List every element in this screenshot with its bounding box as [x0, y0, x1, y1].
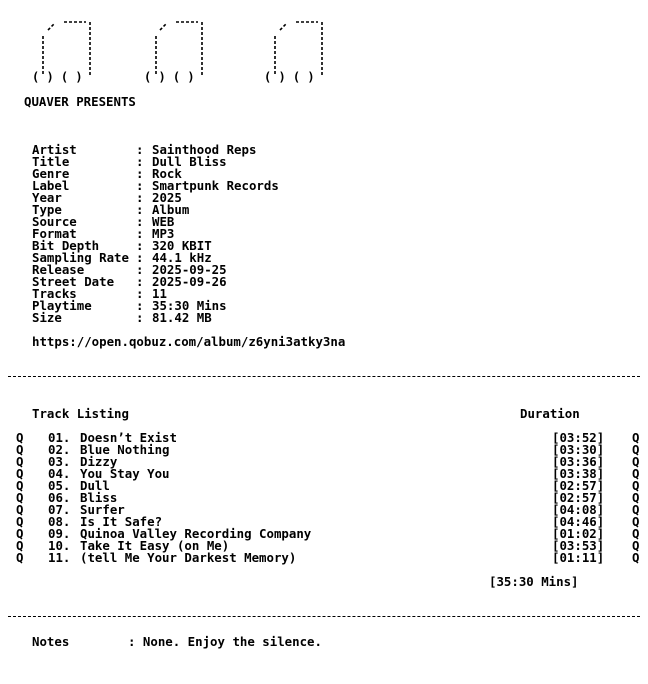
info-value: WEB: [152, 214, 175, 229]
info-key: Bit Depth: [32, 238, 100, 253]
info-key: Format: [32, 226, 77, 241]
svg-text:( ) ( ): ( ) ( ): [32, 70, 83, 84]
track-title: Take It Easy (on Me): [80, 538, 230, 553]
track-marker-left: Q: [16, 454, 24, 469]
info-key: Genre: [32, 166, 70, 181]
info-key: Tracks: [32, 286, 77, 301]
track-marker-right: Q: [632, 538, 640, 553]
info-key: Street Date: [32, 274, 115, 289]
track-title: Bliss: [80, 490, 118, 505]
track-title: Blue Nothing: [80, 442, 170, 457]
track-marker-left: Q: [16, 442, 24, 457]
info-value: 35:30 Mins: [152, 298, 227, 313]
track-number: 09.: [48, 526, 71, 541]
info-key: Release: [32, 262, 85, 277]
divider: [8, 376, 640, 377]
info-value: 2025-09-25: [152, 262, 227, 277]
info-value: 81.42 MB: [152, 310, 212, 325]
info-colon: :: [136, 190, 144, 205]
info-key: Year: [32, 190, 62, 205]
track-marker-right: Q: [632, 550, 640, 565]
info-value: Album: [152, 202, 190, 217]
info-value: Dull Bliss: [152, 154, 227, 169]
track-marker-right: Q: [632, 490, 640, 505]
track-duration: [01:11]: [552, 550, 605, 565]
track-marker-right: Q: [632, 442, 640, 457]
track-duration: [03:53]: [552, 538, 605, 553]
track-marker-right: Q: [632, 430, 640, 445]
info-colon: :: [136, 250, 144, 265]
track-title: Is It Safe?: [80, 514, 163, 529]
svg-text:( ) ( ): ( ) ( ): [264, 70, 315, 84]
info-value: MP3: [152, 226, 175, 241]
svg-text:( ) ( ): ( ) ( ): [144, 70, 195, 84]
info-colon: :: [136, 238, 144, 253]
info-key: Sampling Rate: [32, 250, 129, 265]
track-title: (tell Me Your Darkest Memory): [80, 550, 297, 565]
track-title: Surfer: [80, 502, 125, 517]
track-duration: [02:57]: [552, 490, 605, 505]
track-duration: [04:08]: [552, 502, 605, 517]
info-value: 2025-09-26: [152, 274, 227, 289]
info-colon: :: [136, 262, 144, 277]
info-colon: :: [136, 286, 144, 301]
notes-text: None. Enjoy the silence.: [142, 634, 322, 649]
info-value: Smartpunk Records: [152, 178, 279, 193]
track-number: 02.: [48, 442, 71, 457]
total-duration: [35:30 Mins]: [489, 574, 579, 589]
info-colon: :: [136, 202, 144, 217]
track-duration: [02:57]: [552, 478, 605, 493]
track-title: Dull: [80, 478, 110, 493]
track-marker-left: Q: [16, 514, 24, 529]
track-number: 05.: [48, 478, 71, 493]
track-number: 11.: [48, 550, 71, 565]
track-marker-right: Q: [632, 514, 640, 529]
info-colon: :: [136, 226, 144, 241]
info-key: Type: [32, 202, 62, 217]
track-title: Doesn’t Exist: [80, 430, 177, 445]
info-colon: :: [136, 154, 144, 169]
track-marker-left: Q: [16, 478, 24, 493]
track-number: 03.: [48, 454, 71, 469]
track-number: 08.: [48, 514, 71, 529]
track-marker-left: Q: [16, 490, 24, 505]
track-marker-left: Q: [16, 466, 24, 481]
track-duration: [03:30]: [552, 442, 605, 457]
track-duration: [04:46]: [552, 514, 605, 529]
quaver-logo: [28, 10, 348, 85]
track-marker-right: Q: [632, 454, 640, 469]
track-marker-right: Q: [632, 478, 640, 493]
info-colon: :: [136, 166, 144, 181]
info-key: Title: [32, 154, 70, 169]
track-number: 07.: [48, 502, 71, 517]
info-key: Artist: [32, 142, 77, 157]
track-marker-left: Q: [16, 430, 24, 445]
track-title: You Stay You: [80, 466, 170, 481]
tracklist-heading: Track Listing: [32, 406, 129, 421]
track-marker-right: Q: [632, 526, 640, 541]
info-value: 320 KBIT: [152, 238, 212, 253]
info-value: 44.1 kHz: [152, 250, 212, 265]
divider: [8, 616, 640, 617]
presenter-title: QUAVER PRESENTS: [24, 94, 136, 109]
info-colon: :: [136, 142, 144, 157]
track-number: 10.: [48, 538, 71, 553]
track-number: 06.: [48, 490, 71, 505]
notes-value: : None. Enjoy the silence.: [128, 634, 322, 649]
track-duration: [03:52]: [552, 430, 605, 445]
info-value: 2025: [152, 190, 182, 205]
track-marker-left: Q: [16, 538, 24, 553]
duration-heading: Duration: [520, 406, 580, 421]
info-key: Source: [32, 214, 77, 229]
info-value: Rock: [152, 166, 182, 181]
track-number: 04.: [48, 466, 71, 481]
info-colon: :: [136, 214, 144, 229]
track-duration: [03:36]: [552, 454, 605, 469]
info-value: Sainthood Reps: [152, 142, 257, 157]
info-key: Playtime: [32, 298, 92, 313]
track-duration: [03:38]: [552, 466, 605, 481]
track-title: Dizzy: [80, 454, 118, 469]
track-title: Quinoa Valley Recording Company: [80, 526, 312, 541]
track-number: 01.: [48, 430, 71, 445]
track-marker-left: Q: [16, 526, 24, 541]
track-marker-right: Q: [632, 466, 640, 481]
info-value: 11: [152, 286, 167, 301]
track-duration: [01:02]: [552, 526, 605, 541]
notes-label: Notes: [32, 634, 70, 649]
info-colon: :: [136, 298, 144, 313]
info-colon: :: [136, 178, 144, 193]
track-marker-right: Q: [632, 502, 640, 517]
info-key: Label: [32, 178, 70, 193]
album-url[interactable]: https://open.qobuz.com/album/z6yni3atky3na: [32, 334, 346, 349]
track-marker-left: Q: [16, 550, 24, 565]
info-key: Size: [32, 310, 62, 325]
track-marker-left: Q: [16, 502, 24, 517]
info-colon: :: [136, 274, 144, 289]
info-colon: :: [136, 310, 144, 325]
